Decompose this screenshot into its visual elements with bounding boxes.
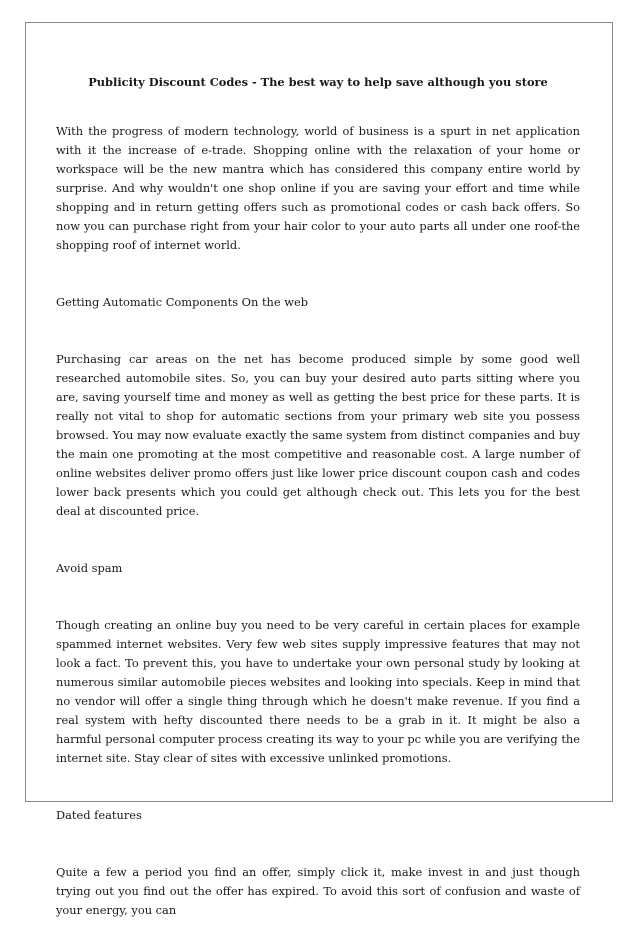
spacer [56, 844, 580, 863]
intro-paragraph: With the progress of modern technology, world of business is a spurt in net application with it the increase of e-trade. Shopping online with the relaxation of your home or workspace will be the new mantra which has considered this company entire world by surprise. And why wouldn't one shop online if you are saving your effort and time while shopping and in return getting offers such as promotional codes or cash back offers. So now you can purchase right from your hair color to your auto parts all under one roof-the shopping roof of internet world. [56, 124, 580, 252]
section-heading-dated-features: Dated features [56, 808, 142, 822]
document-content [56, 73, 580, 939]
spacer [56, 540, 580, 559]
document-title: Publicity Discount Codes - The best way to help save although you store [88, 75, 548, 89]
spacer [56, 274, 580, 293]
document-page [25, 22, 613, 917]
section-heading-avoid-spam: Avoid spam [56, 561, 123, 575]
section-body-avoid-spam: Though creating an online buy you need to be very careful in certain places for example spammed internet websites. Very few web sites supply impressive features that may not look a fact. To prevent this, you have to undertake your own personal study by looking at numerous similar automobile pieces websites and looking into specials. Keep in mind that no vendor will offer a single thing through which he doesn't make revenue. If you find a real system with hefty discounted there needs to be a grab in it. It might be also a harmful personal computer process creating its way to your pc while you are verifying the internet site. Stay clear of sites with excessive unlinked promotions. [56, 618, 580, 765]
section-heading-automatic-components: Getting Automatic Components On the web [56, 295, 309, 309]
section-body-automatic-components: Purchasing car areas on the net has become produced simple by some good well researched automobile sites. So, you can buy your desired auto parts sitting where you are, saving yourself time and money as well as getting the best price for these parts. It is really not vital to shop for automatic sections from your primary web site you possess browsed. You may now evaluate exactly the same system from distinct companies and buy the main one promoting at the most competitive and reasonable cost. A large number of online websites deliver promo offers just like lower price discount coupon cash and codes lower back presents which you could get although check out. This lets you for the best deal at discounted price. [56, 352, 580, 518]
spacer [56, 331, 580, 350]
spacer [56, 787, 580, 806]
spacer [56, 597, 580, 616]
section-body-dated-features: Quite a few a period you find an offer, simply click it, make invest in and just though trying out you find out the offer has expired. To avoid this sort of confusion and waste of your energy, you can [56, 865, 580, 917]
